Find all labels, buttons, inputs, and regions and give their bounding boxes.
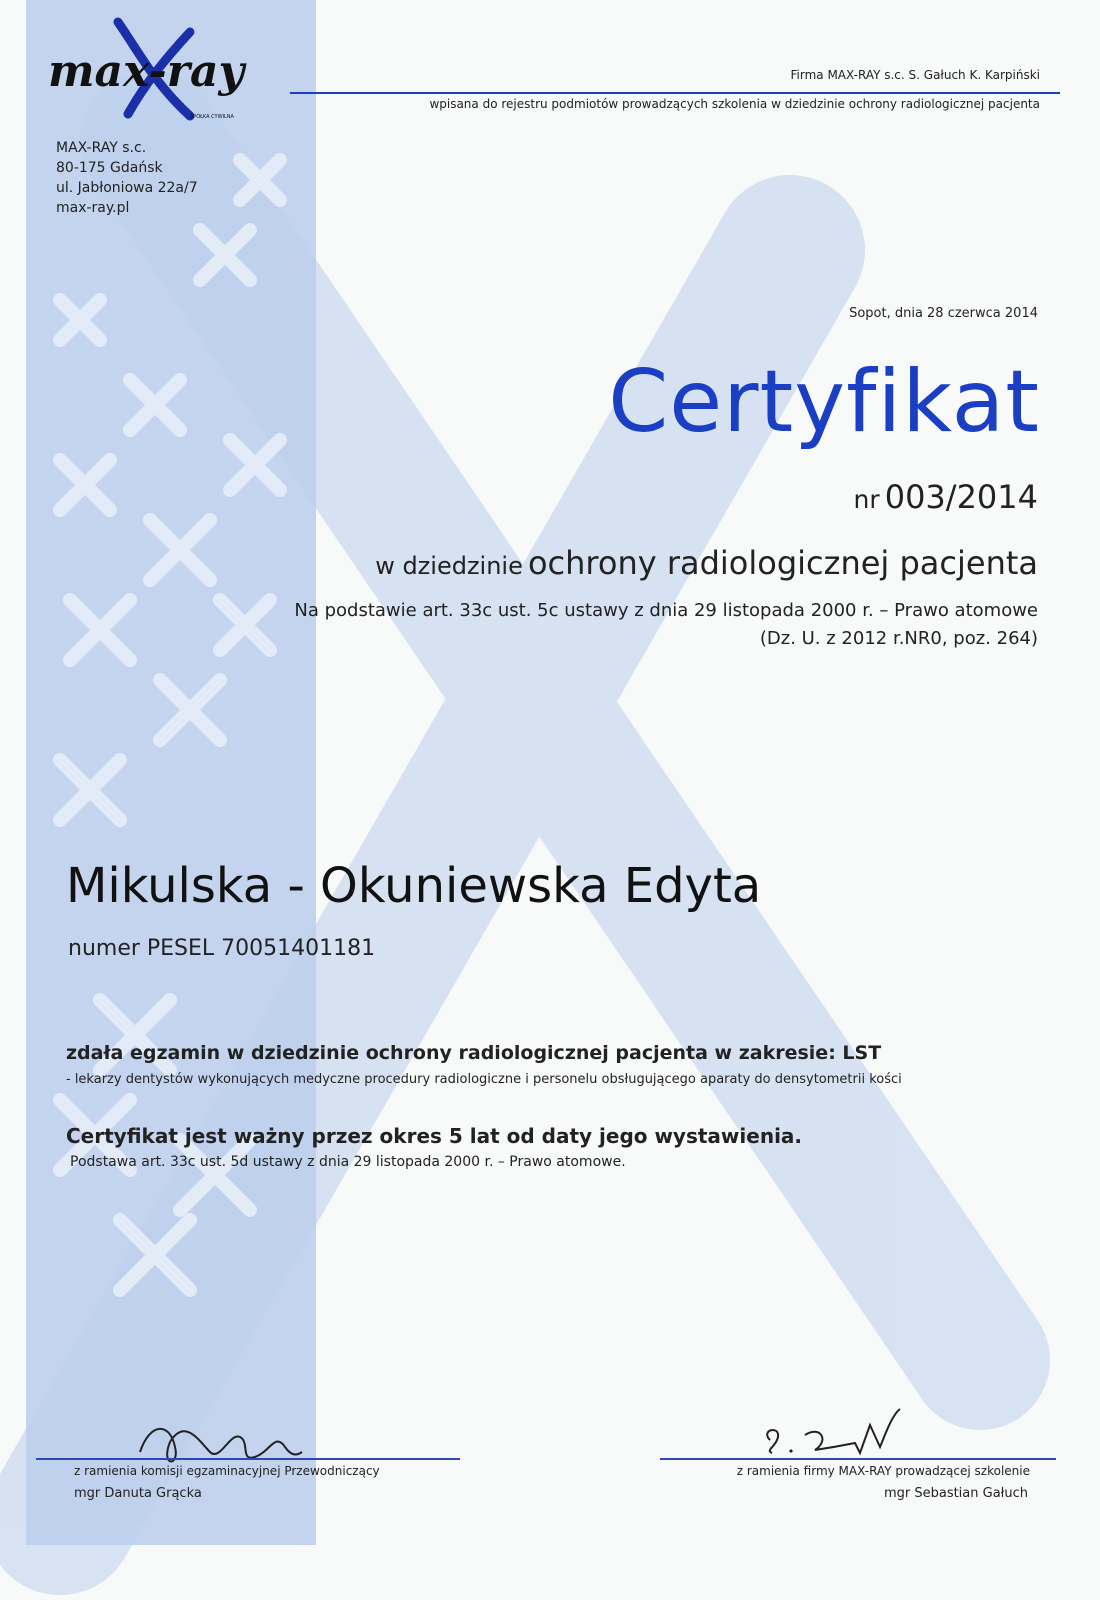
place-date: Sopot, dnia 28 czerwca 2014 (849, 306, 1038, 321)
validity-statement: Certyfikat jest ważny przez okres 5 lat od daty jego wystawienia. (66, 1124, 803, 1148)
svg-text:SPÓŁKA CYWILNA: SPÓŁKA CYWILNA (190, 114, 234, 120)
signature-line-left (36, 1458, 460, 1460)
exam-passed-text: zdała egzamin w dziedzinie ochrony radiologicznej pacjenta w zakresie: (66, 1042, 843, 1064)
legal-basis-citation: (Dz. U. z 2012 r.NR0, poz. 264) (759, 628, 1038, 649)
exam-scope-code: LST (842, 1042, 882, 1064)
legal-basis-line: Na podstawie art. 33c ust. 5c ustawy z dnia 29 listopada 2000 r. – Prawo atomowe (294, 600, 1038, 621)
exam-scope-description: - lekarzy dentystów wykonujących medyczne procedury radiologiczne i personelu obsługującego aparaty do densytometrii kości (66, 1072, 902, 1087)
number-value: 003/2014 (884, 478, 1038, 516)
svg-text:max-ray: max-ray (48, 46, 245, 97)
address-line: max-ray.pl (56, 200, 130, 216)
signatory-left-name: mgr Danuta Grącka (74, 1486, 202, 1501)
domain-value: ochrony radiologicznej pacjenta (527, 544, 1038, 582)
signatory-left-role: z ramienia komisji egzaminacyjnej Przewodniczący (74, 1464, 380, 1478)
recipient-name: Mikulska - Okuniewska Edyta (66, 858, 762, 914)
address-line: 80-175 Gdańsk (56, 160, 163, 176)
signature-right (760, 1405, 910, 1470)
certificate-title: Certyfikat (608, 352, 1040, 452)
certificate-number (853, 478, 1038, 516)
recipient-pesel: numer PESEL 70051401181 (68, 936, 376, 961)
domain-prefix: w dziedzinie (375, 552, 523, 580)
max-ray-logo (40, 14, 300, 124)
header-divider (290, 92, 1060, 94)
signatory-right-role: z ramienia firmy MAX-RAY prowadzącej szkolenie (736, 1464, 1030, 1478)
exam-statement (66, 1042, 881, 1064)
address-line: ul. Jabłoniowa 22a/7 (56, 180, 198, 196)
number-label: nr (853, 485, 880, 514)
validity-basis: Podstawa art. 33c ust. 5d ustawy z dnia 29 listopada 2000 r. – Prawo atomowe. (70, 1154, 626, 1170)
signatory-right-name: mgr Sebastian Gałuch (883, 1486, 1028, 1501)
certificate-domain (375, 544, 1038, 582)
firm-name: Firma MAX-RAY s.c. S. Gałuch K. Karpiński (790, 68, 1040, 82)
signature-left (130, 1412, 310, 1472)
registry-note: wpisana do rejestru podmiotów prowadzących szkolenia w dziedzinie ochrony radiologicznej pacjenta (429, 97, 1040, 111)
signature-line-right (660, 1458, 1056, 1460)
address-line: MAX-RAY s.c. (56, 140, 147, 156)
company-address (56, 138, 198, 218)
